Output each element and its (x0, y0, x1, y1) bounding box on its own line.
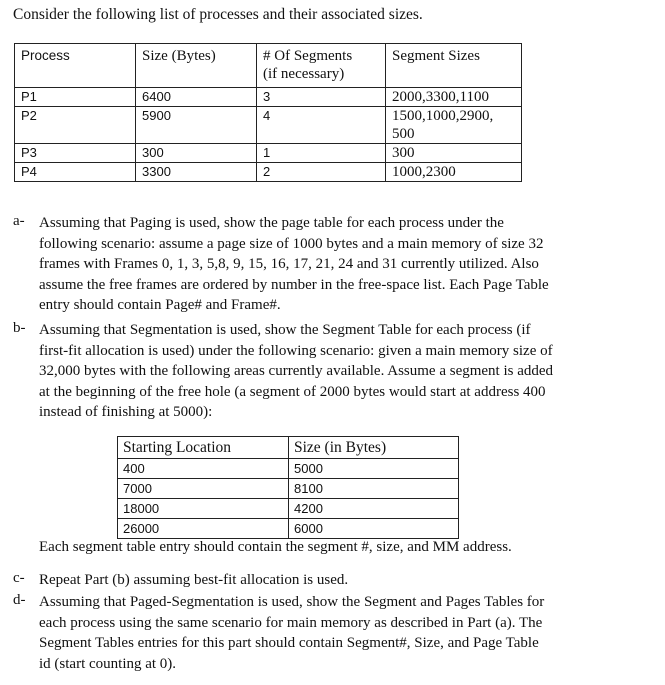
process-name: P3 (15, 144, 136, 163)
question-line: entry should contain Page# and Frame#. (39, 297, 281, 314)
process-segment-sizes (386, 107, 522, 144)
process-segment-count: 4 (257, 107, 386, 144)
process-name: P1 (15, 88, 136, 107)
table-row (118, 499, 459, 519)
header-starting-location: Starting Location (118, 437, 289, 459)
table-row (118, 519, 459, 539)
free-size: 8100 (289, 479, 459, 499)
process-segment-sizes: 300 (386, 144, 522, 163)
question-c-text (39, 570, 651, 591)
question-line: each process using the same scenario for main memory as described in Part (a). The (39, 614, 543, 631)
free-start: 26000 (118, 519, 289, 539)
free-size: 6000 (289, 519, 459, 539)
question-line: at the beginning of the free hole (a segment of 2000 bytes would start at address 400 (39, 383, 546, 400)
question-b-text (39, 320, 651, 423)
header-segments-line1: # Of Segments (263, 48, 353, 64)
question-line: Assuming that Segmentation is used, show the Segment Table for each process (if (39, 322, 531, 338)
process-segment-count: 2 (257, 163, 386, 182)
free-size: 5000 (289, 459, 459, 479)
free-start: 7000 (118, 479, 289, 499)
free-start: 18000 (118, 499, 289, 519)
question-a-label: a- (13, 213, 25, 229)
table-row (15, 163, 522, 182)
intro-text: Consider the following list of processes and their associated sizes. (13, 6, 423, 23)
process-table-header (15, 44, 522, 88)
free-start: 400 (118, 459, 289, 479)
header-size: Size (Bytes) (136, 44, 257, 88)
process-name: P4 (15, 163, 136, 182)
process-table (14, 43, 522, 182)
header-segments (257, 44, 386, 88)
segment-note: Each segment table entry should contain the segment #, size, and MM address. (39, 539, 512, 555)
question-line: frames with Frames 0, 1, 3, 5,8, 9, 15, 16, 17, 21, 24 and 31 currently utilized. Also (39, 256, 539, 273)
free-areas-table (117, 436, 459, 539)
segment-sizes-line: 500 (392, 126, 415, 142)
table-row (118, 479, 459, 499)
header-process: Process (15, 44, 136, 88)
question-d-label: d- (13, 592, 26, 608)
process-segment-sizes: 1000,2300 (386, 163, 522, 182)
free-size: 4200 (289, 499, 459, 519)
table-row (118, 459, 459, 479)
process-segment-count: 1 (257, 144, 386, 163)
question-d-text (39, 592, 651, 674)
question-line: Segment Tables entries for this part should contain Segment#, Size, and Page Table (39, 635, 539, 652)
process-size: 5900 (136, 107, 257, 144)
process-size: 6400 (136, 88, 257, 107)
question-line: Assuming that Paged-Segmentation is used, show the Segment and Pages Tables for (39, 594, 545, 610)
question-line: instead of finishing at 5000): (39, 404, 213, 421)
question-line: following scenario: assume a page size of 1000 bytes and a main memory of size 32 (39, 235, 544, 252)
header-segment-sizes: Segment Sizes (386, 44, 522, 88)
table-row (15, 88, 522, 107)
question-line: id (start counting at 0). (39, 655, 177, 672)
free-table-header (118, 437, 459, 459)
question-b-label: b- (13, 320, 26, 336)
question-line: Assuming that Paging is used, show the page table for each process under the (39, 215, 504, 231)
process-size: 300 (136, 144, 257, 163)
question-a-text (39, 213, 651, 316)
question-line: 32,000 bytes with the following areas currently available. Assume a segment is added (39, 363, 554, 380)
header-size-bytes: Size (in Bytes) (289, 437, 459, 459)
process-size: 3300 (136, 163, 257, 182)
process-segment-count: 3 (257, 88, 386, 107)
question-line: assume the free frames are ordered by number in the free-space list. Each Page Table (39, 276, 549, 293)
question-c-label: c- (13, 570, 25, 586)
question-line: first-fit allocation is used) under the following scenario: given a main memory size of (39, 342, 553, 359)
header-segments-line2: (if necessary) (263, 66, 345, 82)
table-row (15, 144, 522, 163)
segment-sizes-line: 1500,1000,2900, (392, 108, 494, 124)
process-segment-sizes: 2000,3300,1100 (386, 88, 522, 107)
process-name: P2 (15, 107, 136, 144)
table-row (15, 107, 522, 144)
question-line: Repeat Part (b) assuming best-fit allocation is used. (39, 572, 349, 588)
